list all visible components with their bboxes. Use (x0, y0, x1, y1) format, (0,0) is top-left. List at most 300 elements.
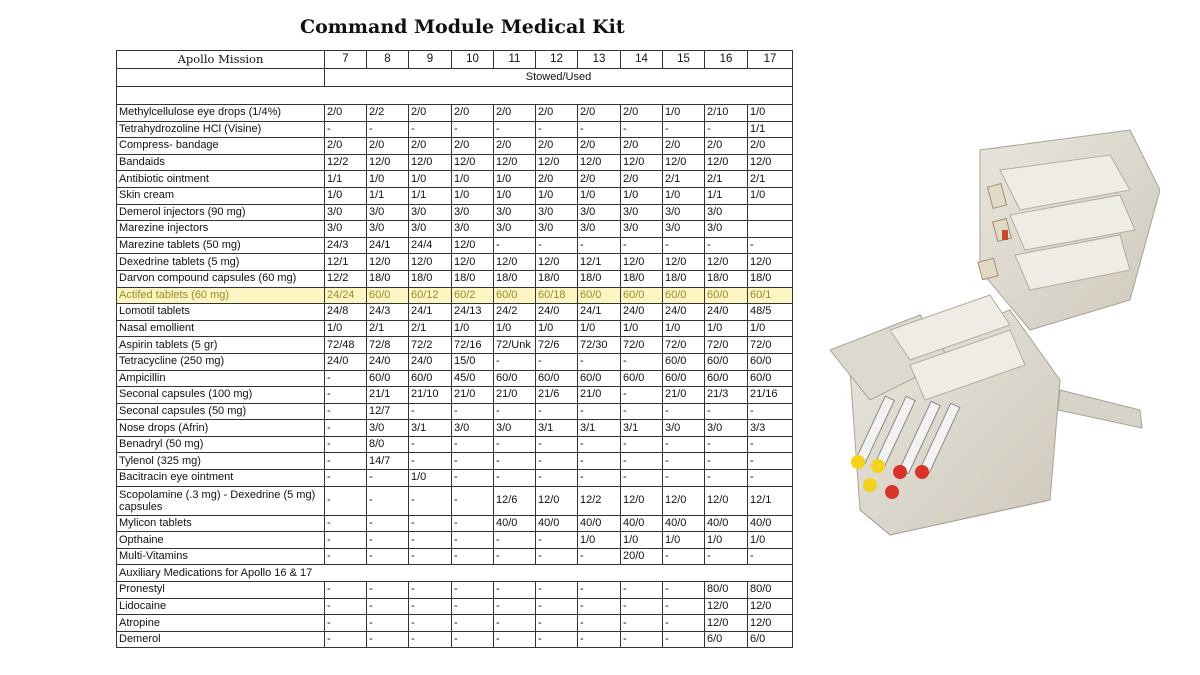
stowed-used-value: - (705, 453, 748, 470)
stowed-used-value: - (452, 615, 494, 632)
stowed-used-value: 2/0 (494, 138, 536, 155)
stowed-used-value: 12/0 (663, 254, 705, 271)
medication-name: Tylenol (325 mg) (117, 453, 325, 470)
stowed-used-value: 1/0 (494, 171, 536, 188)
stowed-used-value: 24/0 (409, 353, 452, 370)
mission-number: 15 (663, 51, 705, 69)
medication-name: Seconal capsules (50 mg) (117, 403, 325, 420)
stowed-used-value: - (578, 615, 621, 632)
stowed-used-value: 60/0 (494, 370, 536, 387)
stowed-used-value: 1/0 (705, 532, 748, 549)
stowed-used-value: 12/0 (748, 598, 793, 615)
stowed-used-value: 3/0 (409, 204, 452, 221)
stowed-used-value: 1/0 (452, 171, 494, 188)
stowed-used-value: - (621, 237, 663, 254)
stowed-used-value: 2/0 (621, 105, 663, 122)
stowed-used-value: 12/7 (367, 403, 409, 420)
table-row (117, 582, 793, 599)
mission-number: 8 (367, 51, 409, 69)
stowed-used-value: 12/0 (663, 154, 705, 171)
stowed-used-value: 1/0 (705, 320, 748, 337)
stowed-used-value: 1/0 (748, 105, 793, 122)
stowed-used-value: - (367, 615, 409, 632)
stowed-used-value: - (494, 121, 536, 138)
stowed-used-value: - (367, 486, 409, 515)
stowed-used-value: 24/8 (325, 304, 367, 321)
stowed-used-row (117, 69, 793, 87)
stowed-used-value: - (748, 237, 793, 254)
auxiliary-label: Auxiliary Medications for Apollo 16 & 17 (117, 565, 793, 582)
stowed-used-value: - (325, 453, 367, 470)
stowed-used-value: 12/0 (748, 154, 793, 171)
auxiliary-header-row (117, 565, 793, 582)
stowed-used-value: 21/0 (578, 387, 621, 404)
stowed-used-value: 2/1 (367, 320, 409, 337)
stowed-used-value: 2/0 (452, 105, 494, 122)
stowed-used-value: 72/2 (409, 337, 452, 354)
table-row (117, 154, 793, 171)
stowed-used-value: - (663, 436, 705, 453)
stowed-used-value: 1/0 (578, 532, 621, 549)
medication-name: Pronestyl (117, 582, 325, 599)
stowed-used-value: - (663, 582, 705, 599)
stowed-used-value: 1/0 (621, 320, 663, 337)
stowed-used-value: 3/0 (325, 204, 367, 221)
stowed-used-value: 12/0 (705, 598, 748, 615)
stowed-used-value: - (494, 598, 536, 615)
stowed-used-value: - (578, 121, 621, 138)
stowed-used-value: 60/12 (409, 287, 452, 304)
stowed-used-value: 72/0 (621, 337, 663, 354)
table-row (117, 403, 793, 420)
medication-name: Bacitracin eye ointment (117, 470, 325, 487)
stowed-used-value: 1/1 (367, 187, 409, 204)
stowed-used-value: - (452, 486, 494, 515)
stowed-used-value: - (536, 121, 578, 138)
stowed-used-value: 3/0 (621, 204, 663, 221)
stowed-used-value: 2/0 (621, 138, 663, 155)
medication-name: Nose drops (Afrin) (117, 420, 325, 437)
stowed-used-value: 3/0 (367, 221, 409, 238)
stowed-used-value: 12/2 (325, 154, 367, 171)
stowed-used-value: - (621, 121, 663, 138)
stowed-used-value: - (536, 548, 578, 565)
stowed-used-value: 6/0 (705, 631, 748, 648)
stowed-used-value: 72/0 (705, 337, 748, 354)
stowed-used-value: 1/0 (748, 320, 793, 337)
stowed-used-value: 60/0 (409, 370, 452, 387)
medication-name: Bandaids (117, 154, 325, 171)
stowed-used-value: 1/1 (325, 171, 367, 188)
medical-kit-photo (830, 110, 1160, 550)
medication-name: Multi-Vitamins (117, 548, 325, 565)
stowed-used-value: 3/0 (536, 221, 578, 238)
medication-name: Marezine injectors (117, 221, 325, 238)
stowed-used-value: - (621, 453, 663, 470)
stowed-used-value: - (536, 453, 578, 470)
stowed-used-value: 1/0 (663, 532, 705, 549)
medication-name: Compress- bandage (117, 138, 325, 155)
stowed-used-value: - (705, 470, 748, 487)
stowed-used-value: 40/0 (663, 515, 705, 532)
stowed-used-value: 21/1 (367, 387, 409, 404)
stowed-used-value: - (705, 436, 748, 453)
stowed-used-value: 2/0 (325, 105, 367, 122)
medication-name: Dexedrine tablets (5 mg) (117, 254, 325, 271)
table-row (117, 304, 793, 321)
stowed-used-value: - (663, 403, 705, 420)
stowed-used-value: 24/0 (663, 304, 705, 321)
stowed-used-value: - (621, 436, 663, 453)
stowed-used-value: 40/0 (705, 515, 748, 532)
stowed-used-value: - (536, 353, 578, 370)
stowed-used-label: Stowed/Used (325, 69, 793, 87)
stowed-used-value: - (578, 631, 621, 648)
stowed-used-value: 2/0 (578, 105, 621, 122)
stowed-used-value: 3/0 (494, 221, 536, 238)
stowed-used-value: - (663, 453, 705, 470)
table-row (117, 515, 793, 532)
stowed-used-value: 12/0 (452, 237, 494, 254)
table-row (117, 287, 793, 304)
stowed-used-value: 24/0 (705, 304, 748, 321)
table-row (117, 436, 793, 453)
stowed-used-value: 20/0 (621, 548, 663, 565)
table-row (117, 470, 793, 487)
stowed-used-value: 1/0 (663, 105, 705, 122)
stowed-used-value: 3/0 (705, 420, 748, 437)
medication-name: Seconal capsules (100 mg) (117, 387, 325, 404)
stowed-used-value: - (663, 121, 705, 138)
stowed-used-value: 18/0 (494, 270, 536, 287)
stowed-used-value: - (494, 436, 536, 453)
stowed-used-value: 1/0 (452, 187, 494, 204)
stowed-used-value: - (409, 453, 452, 470)
medication-name: Demerol injectors (90 mg) (117, 204, 325, 221)
medication-name: Lidocaine (117, 598, 325, 615)
stowed-used-value: 18/0 (748, 270, 793, 287)
stowed-used-value: 3/1 (536, 420, 578, 437)
stowed-used-value: 24/0 (367, 353, 409, 370)
stowed-used-value: 12/0 (621, 254, 663, 271)
medication-name: Mylicon tablets (117, 515, 325, 532)
stowed-used-value: - (494, 470, 536, 487)
stowed-used-value: 18/0 (663, 270, 705, 287)
stowed-used-value: - (452, 515, 494, 532)
stowed-used-value: 12/1 (325, 254, 367, 271)
stowed-used-value: 2/2 (367, 105, 409, 122)
stowed-used-value: - (452, 582, 494, 599)
stowed-used-value: 1/0 (663, 320, 705, 337)
stowed-used-value: 24/3 (325, 237, 367, 254)
stowed-used-value: 2/0 (536, 171, 578, 188)
stowed-used-value: 24/1 (409, 304, 452, 321)
stowed-used-value: 2/0 (409, 105, 452, 122)
stowed-used-value: 1/0 (748, 187, 793, 204)
stowed-used-value: 1/0 (536, 187, 578, 204)
table-row (117, 370, 793, 387)
stowed-used-value: 1/0 (748, 532, 793, 549)
table-row (117, 254, 793, 271)
stowed-used-value: - (325, 420, 367, 437)
stowed-used-value: 40/0 (748, 515, 793, 532)
stowed-used-value: 2/1 (748, 171, 793, 188)
stowed-used-value: - (367, 598, 409, 615)
stowed-used-value: 60/0 (705, 287, 748, 304)
table-row (117, 353, 793, 370)
medication-name: Tetracycline (250 mg) (117, 353, 325, 370)
stowed-used-value: 18/0 (578, 270, 621, 287)
medication-name: Methylcellulose eye drops (1/4%) (117, 105, 325, 122)
table-row (117, 138, 793, 155)
mission-number: 10 (452, 51, 494, 69)
medication-rows (117, 105, 793, 565)
stowed-used-value: - (621, 598, 663, 615)
mission-number: 14 (621, 51, 663, 69)
empty-cell (117, 69, 325, 87)
table-row (117, 204, 793, 221)
stowed-used-value: 12/0 (494, 154, 536, 171)
stowed-used-value: - (409, 515, 452, 532)
stowed-used-value: - (578, 403, 621, 420)
stowed-used-value: 80/0 (705, 582, 748, 599)
stowed-used-value: 2/0 (452, 138, 494, 155)
stowed-used-value: - (325, 532, 367, 549)
stowed-used-value: - (494, 353, 536, 370)
stowed-used-value: - (578, 237, 621, 254)
stowed-used-value: - (748, 453, 793, 470)
stowed-used-value: - (494, 453, 536, 470)
stowed-used-value: 18/0 (621, 270, 663, 287)
stowed-used-value: 21/0 (452, 387, 494, 404)
stowed-used-value: - (578, 582, 621, 599)
stowed-used-value: 60/0 (621, 370, 663, 387)
stowed-used-value: 24/3 (367, 304, 409, 321)
stowed-used-value: 3/0 (409, 221, 452, 238)
stowed-used-value: - (325, 615, 367, 632)
stowed-used-value: - (452, 548, 494, 565)
stowed-used-value: 3/0 (705, 204, 748, 221)
stowed-used-value: - (452, 121, 494, 138)
mission-number: 7 (325, 51, 367, 69)
stowed-used-value: 60/0 (367, 287, 409, 304)
medication-name: Ampicillin (117, 370, 325, 387)
stowed-used-value: - (452, 436, 494, 453)
medication-name: Opthaine (117, 532, 325, 549)
stowed-used-value: 2/0 (663, 138, 705, 155)
stowed-used-value: - (663, 631, 705, 648)
stowed-used-value: 18/0 (409, 270, 452, 287)
medication-name: Benadryl (50 mg) (117, 436, 325, 453)
stowed-used-value: - (325, 515, 367, 532)
medication-name: Darvon compound capsules (60 mg) (117, 270, 325, 287)
stowed-used-value: - (452, 532, 494, 549)
stowed-used-value: - (325, 403, 367, 420)
stowed-used-value: 72/8 (367, 337, 409, 354)
mission-header-row (117, 51, 793, 69)
stowed-used-value: - (452, 453, 494, 470)
stowed-used-value: 12/0 (494, 254, 536, 271)
stowed-used-value: 12/2 (325, 270, 367, 287)
stowed-used-value: 3/0 (367, 420, 409, 437)
medical-kit-table (116, 50, 793, 648)
mission-number: 16 (705, 51, 748, 69)
stowed-used-value: 2/0 (536, 138, 578, 155)
table-row (117, 221, 793, 238)
stowed-used-value: 48/5 (748, 304, 793, 321)
stowed-used-value: 24/4 (409, 237, 452, 254)
table-row (117, 105, 793, 122)
table-row (117, 387, 793, 404)
stowed-used-value: - (621, 582, 663, 599)
mission-number: 17 (748, 51, 793, 69)
page-title: Command Module Medical Kit (300, 16, 625, 38)
stowed-used-value: 1/0 (409, 470, 452, 487)
stowed-used-value: 24/2 (494, 304, 536, 321)
table-row (117, 171, 793, 188)
table-row (117, 598, 793, 615)
mission-number: 12 (536, 51, 578, 69)
stowed-used-value: - (494, 403, 536, 420)
stowed-used-value: 60/0 (494, 287, 536, 304)
stowed-used-value: 24/13 (452, 304, 494, 321)
stowed-used-value: 1/0 (409, 171, 452, 188)
stowed-used-value: - (748, 470, 793, 487)
stowed-used-value: 3/0 (325, 221, 367, 238)
stowed-used-value: 3/0 (663, 420, 705, 437)
stowed-used-value: 18/0 (452, 270, 494, 287)
stowed-used-value: 2/0 (494, 105, 536, 122)
table-row (117, 532, 793, 549)
stowed-used-value: 21/0 (494, 387, 536, 404)
stowed-used-value: - (536, 598, 578, 615)
stowed-used-value: - (578, 453, 621, 470)
stowed-used-value: 12/0 (705, 254, 748, 271)
stowed-used-value: - (536, 615, 578, 632)
stowed-used-value: 60/0 (748, 353, 793, 370)
table-row (117, 237, 793, 254)
stowed-used-value: - (452, 470, 494, 487)
stowed-used-value: - (621, 403, 663, 420)
stowed-used-value: 40/0 (621, 515, 663, 532)
stowed-used-value: 60/0 (705, 370, 748, 387)
stowed-used-value: - (748, 403, 793, 420)
medication-name: Skin cream (117, 187, 325, 204)
stowed-used-value (748, 221, 793, 238)
stowed-used-value: 21/3 (705, 387, 748, 404)
stowed-used-value: 1/0 (663, 187, 705, 204)
stowed-used-value: 60/0 (705, 353, 748, 370)
auxiliary-rows (117, 565, 793, 648)
stowed-used-value: - (536, 237, 578, 254)
stowed-used-value: - (536, 436, 578, 453)
medication-name: Lomotil tablets (117, 304, 325, 321)
stowed-used-value: 1/0 (536, 320, 578, 337)
medication-name: Nasal emollient (117, 320, 325, 337)
stowed-used-value: 12/0 (705, 615, 748, 632)
stowed-used-value: - (494, 615, 536, 632)
stowed-used-value: 2/0 (409, 138, 452, 155)
stowed-used-value: - (536, 532, 578, 549)
stowed-used-value: 72/16 (452, 337, 494, 354)
stowed-used-value: 3/0 (452, 221, 494, 238)
stowed-used-value: 60/18 (536, 287, 578, 304)
table-row (117, 121, 793, 138)
stowed-used-value: - (621, 631, 663, 648)
stowed-used-value: 1/0 (367, 171, 409, 188)
stowed-used-value: 24/0 (325, 353, 367, 370)
stowed-used-value: 1/0 (325, 320, 367, 337)
stowed-used-value: - (325, 548, 367, 565)
stowed-used-value: 12/0 (748, 615, 793, 632)
table-row (117, 320, 793, 337)
stowed-used-value: 12/1 (748, 486, 793, 515)
stowed-used-value: 2/0 (705, 138, 748, 155)
stowed-used-value: 3/0 (663, 221, 705, 238)
table-row (117, 631, 793, 648)
stowed-used-value: 72/30 (578, 337, 621, 354)
table-row (117, 270, 793, 287)
stowed-used-value: 15/0 (452, 353, 494, 370)
stowed-used-value: - (325, 598, 367, 615)
stowed-used-value: 2/0 (536, 105, 578, 122)
stowed-used-value: 6/0 (748, 631, 793, 648)
stowed-used-value: - (325, 387, 367, 404)
stowed-used-value: 3/0 (663, 204, 705, 221)
stowed-used-value: 40/0 (536, 515, 578, 532)
stowed-used-value: 1/0 (452, 320, 494, 337)
stowed-used-value: 3/0 (452, 420, 494, 437)
medication-name: Marezine tablets (50 mg) (117, 237, 325, 254)
table-row (117, 486, 793, 515)
medication-name: Atropine (117, 615, 325, 632)
stowed-used-value: 1/1 (409, 187, 452, 204)
stowed-used-value: 24/1 (578, 304, 621, 321)
stowed-used-value: 12/0 (536, 486, 578, 515)
stowed-used-value: 60/2 (452, 287, 494, 304)
stowed-used-value: 2/0 (578, 138, 621, 155)
stowed-used-value: 1/1 (705, 187, 748, 204)
medication-name: Antibiotic ointment (117, 171, 325, 188)
mission-label: Apollo Mission (117, 51, 325, 69)
stowed-used-value: 12/0 (452, 254, 494, 271)
stowed-used-value: 60/0 (536, 370, 578, 387)
stowed-used-value: 12/1 (578, 254, 621, 271)
stowed-used-value: 3/0 (578, 204, 621, 221)
stowed-used-value: 3/0 (705, 221, 748, 238)
empty-cell (117, 87, 793, 105)
stowed-used-value: 3/0 (578, 221, 621, 238)
stowed-used-value: 2/0 (578, 171, 621, 188)
stowed-used-value: 21/6 (536, 387, 578, 404)
stowed-used-value: - (409, 582, 452, 599)
stowed-used-value: 3/1 (578, 420, 621, 437)
stowed-used-value: - (578, 598, 621, 615)
stowed-used-value: 1/0 (494, 187, 536, 204)
stowed-used-value: - (663, 548, 705, 565)
stowed-used-value: 40/0 (578, 515, 621, 532)
stowed-used-value: 1/0 (578, 320, 621, 337)
stowed-used-value: 12/0 (452, 154, 494, 171)
stowed-used-value: - (367, 548, 409, 565)
stowed-used-value: 2/0 (325, 138, 367, 155)
stowed-used-value: 60/0 (663, 370, 705, 387)
stowed-used-value: - (367, 631, 409, 648)
table-row (117, 453, 793, 470)
blank-row (117, 87, 793, 105)
stowed-used-value: 60/0 (578, 287, 621, 304)
stowed-used-value: 2/1 (409, 320, 452, 337)
